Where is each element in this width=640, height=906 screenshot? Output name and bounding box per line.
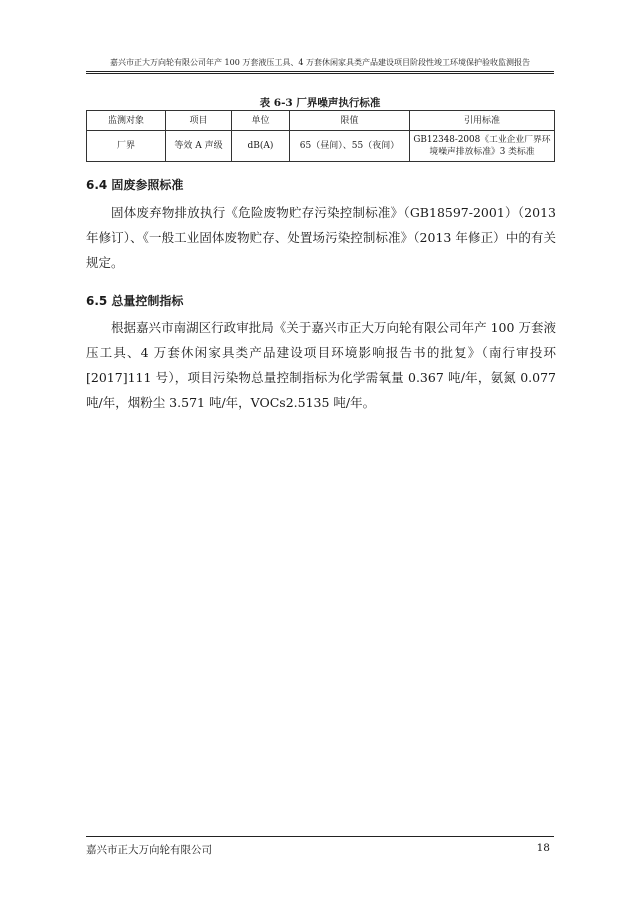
column-header: 引用标准: [410, 111, 555, 131]
column-header: 单位: [232, 111, 290, 131]
section-heading-6-4: 6.4 固废参照标准: [86, 178, 184, 192]
header-rule: [86, 71, 554, 72]
table-cell: dB(A): [232, 131, 290, 162]
table-cell: 等效 A 声级: [166, 131, 232, 162]
column-header: 监测对象: [87, 111, 166, 131]
section-heading-6-5: 6.5 总量控制指标: [86, 294, 184, 308]
table-header-row: [87, 111, 555, 131]
column-header: 限值: [290, 111, 410, 131]
table-cell: GB12348-2008《工业企业厂界环境噪声排放标准》3 类标准: [410, 131, 555, 162]
table-row: [87, 131, 555, 162]
table-caption: 表 6-3 厂界噪声执行标准: [259, 97, 381, 109]
running-header: 嘉兴市正大万向轮有限公司年产 100 万套液压工具、4 万套休闲家具类产品建设项目阶段性竣工环境保护验收监测报告: [110, 58, 530, 67]
table-cell: 厂界: [87, 131, 166, 162]
header-rule-thin: [86, 73, 554, 74]
section-6-5-paragraph: 根据嘉兴市南湖区行政审批局《关于嘉兴市正大万向轮有限公司年产 100 万套液压工具、4 万套休闲家具类产品建设项目环境影响报告书的批复》（南行审投环[2017]111 号），项目污染物总量控制指标为化学需氧量 0.367 吨/年，氨氮 0.077 吨/年，烟粉尘 3.571 吨/年，VOCs2.5135 吨/年。: [86, 320, 556, 410]
table-cell: 65（昼间）、55（夜间）: [290, 131, 410, 162]
noise-standard-table: [86, 110, 555, 162]
column-header: 项目: [166, 111, 232, 131]
footer-company: 嘉兴市正大万向轮有限公司: [86, 844, 212, 856]
footer-rule: [86, 836, 554, 837]
page-number: 18: [536, 842, 550, 854]
section-6-4-paragraph: 固体废弃物排放执行《危险废物贮存污染控制标准》（GB18597-2001）（2013 年修订）、《一般工业固体废物贮存、处置场污染控制标准》（2013 年修正）中的有关规定。: [86, 205, 556, 270]
